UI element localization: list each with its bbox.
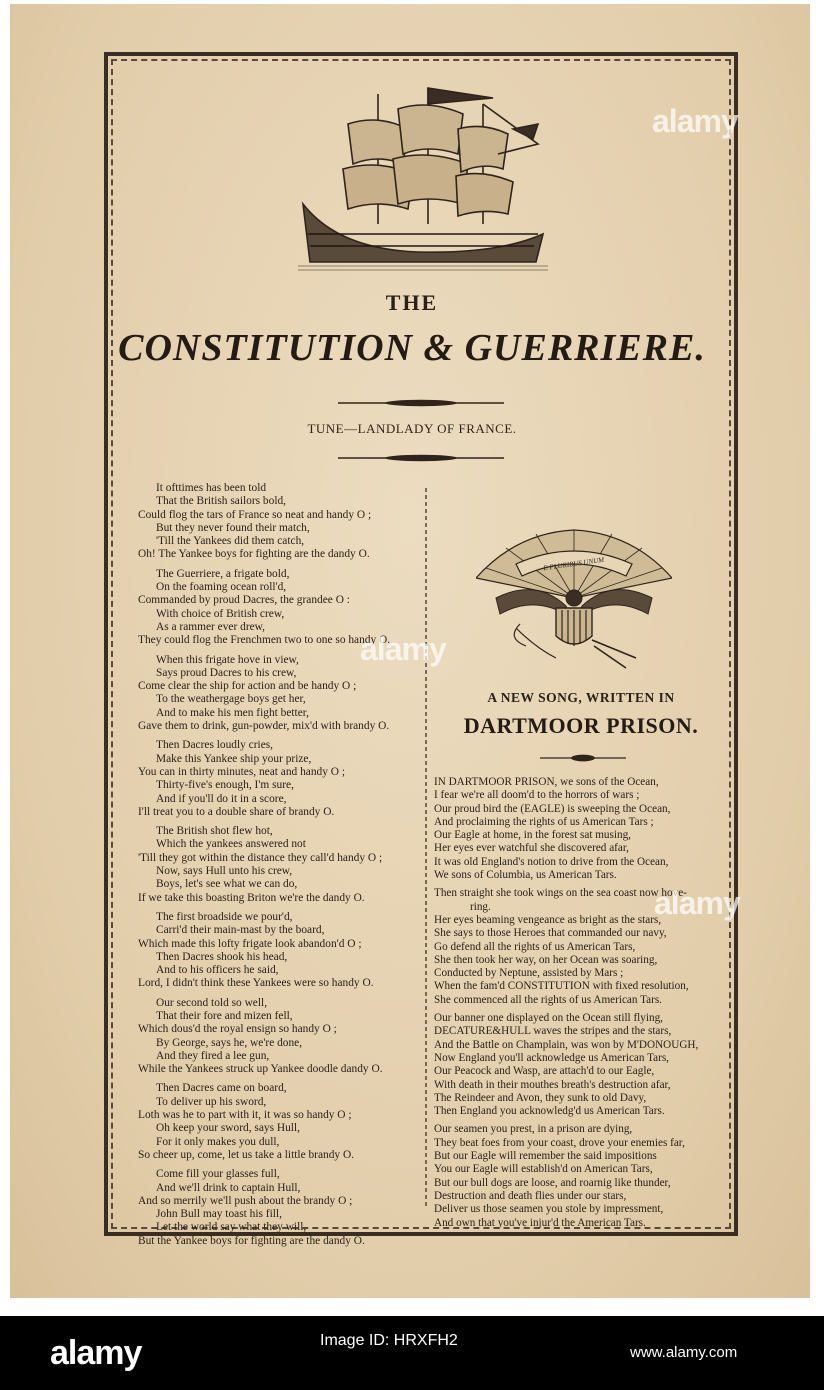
- watermark-logo: [654, 884, 764, 932]
- verse-line: But our Eagle will remember the said impositions: [434, 1150, 657, 1163]
- verse-line: But our bull dogs are loose, and roarnig like thunder,: [434, 1176, 671, 1189]
- verse-line: You can in thirty minutes, neat and handy O ;: [138, 765, 346, 778]
- verse-line: And the Battle on Champlain, was won by M'DONOUGH,: [434, 1038, 699, 1051]
- verse-line: The Reindeer and Avon, they sunk to old Davy,: [434, 1091, 647, 1104]
- left-stanza: [134, 997, 424, 1077]
- verse-line: Commanded by proud Dacres, the grandee O :: [138, 594, 350, 607]
- verse-line: Now England you'll acknowledge us American Tars,: [434, 1051, 669, 1064]
- tune-line: TUNE—LANDLADY OF FRANCE.: [307, 421, 517, 436]
- verse-line: When the fam'd CONSTITUTION with fixed resolution,: [434, 980, 689, 993]
- verse-line: But they never found their match,: [156, 521, 310, 534]
- verse-line: Destruction and death flies under our stars,: [434, 1189, 627, 1202]
- eagle-motto: E PLURIBUS UNUM: [542, 555, 605, 573]
- verse-line: It was old England's notion to drive from the Ocean,: [434, 855, 669, 868]
- verse-line: We sons of Columbia, us American Tars.: [434, 869, 617, 882]
- verse-line: 'Till they got within the distance they call'd handy O ;: [138, 851, 383, 864]
- verse-line: The first broadside we pour'd,: [156, 910, 293, 923]
- verse-line: Then Dacres loudly cries,: [156, 739, 274, 752]
- verse-line: And proclaiming the rights of us American Tars ;: [434, 815, 654, 828]
- stock-logo[interactable]: alamy: [50, 1334, 142, 1372]
- ornament-rule-dartmoor: [540, 754, 626, 762]
- verse-line: Which dous'd the royal ensign so handy O ;: [138, 1023, 337, 1036]
- verse-line: For it only makes you dull,: [156, 1135, 280, 1148]
- verse-line: That their fore and mizen fell,: [156, 1009, 293, 1022]
- svg-text:alamy: alamy: [360, 631, 446, 667]
- verse-line: And to make his men fight better,: [156, 706, 309, 719]
- verse-line: Which the yankees answered not: [156, 838, 306, 851]
- column-divider: [421, 488, 431, 1206]
- verse-line: With death in their mouthes breath's destruction afar,: [434, 1078, 671, 1091]
- verse-line: But the Yankee boys for fighting are the dandy O.: [138, 1234, 365, 1247]
- right-stanza: [434, 1012, 720, 1118]
- left-stanza: [134, 739, 424, 819]
- verse-line: Boys, let's see what we can do,: [156, 878, 298, 891]
- verse-line: Our Eagle at home, in the forest sat musing,: [434, 829, 631, 842]
- svg-text:alamy: alamy: [652, 103, 738, 139]
- right-song-subtitle: A NEW SONG, WRITTEN IN: [487, 690, 675, 705]
- verse-line: That the British sailors bold,: [156, 495, 287, 508]
- verse-line: When this frigate hove in view,: [156, 653, 299, 666]
- verse-line: Her eyes beaming vengeance as bright as the stars,: [434, 913, 662, 926]
- verse-line: Let the world say what they will,: [156, 1221, 307, 1234]
- verse-line: I fear we're all doom'd to the horrors of wars ;: [434, 789, 640, 802]
- verse-line: IN DARTMOOR PRISON, we sons of the Ocean,: [434, 776, 659, 788]
- svg-text:alamy: alamy: [654, 885, 740, 921]
- verse-line: The British shot flew hot,: [156, 825, 273, 838]
- verse-line: As a rammer ever drew,: [156, 620, 266, 633]
- verse-line: It ofttimes has been told: [156, 482, 267, 494]
- verse-line: On the foaming ocean roll'd,: [156, 581, 287, 594]
- verse-line: She says to those Heroes that commanded our navy,: [434, 927, 667, 940]
- verse-line: ring.: [470, 900, 491, 913]
- verse-line: Carri'd their main-mast by the board,: [156, 924, 325, 937]
- verse-line: The Guerriere, a frigate bold,: [156, 567, 290, 580]
- left-stanza: [134, 1082, 424, 1162]
- verse-line: Come clear the ship for action and be handy O ;: [138, 680, 357, 693]
- verse-line: Then straight she took wings on the sea coast now hove-: [434, 887, 687, 900]
- verse-line: And if you'll do it in a score,: [156, 792, 287, 805]
- verse-line: Conducted by Neptune, assisted by Mars ;: [434, 967, 624, 980]
- verse-line: And they fired a lee gun,: [156, 1049, 270, 1062]
- verse-line: They could flog the Frenchmen two to one so handy O.: [138, 634, 391, 647]
- verse-line: Lord, I didn't think these Yankees were so handy O.: [138, 977, 374, 990]
- verse-line: Thirty-five's enough, I'm sure,: [156, 779, 294, 792]
- stock-url-link[interactable]: www.alamy.com: [630, 1344, 738, 1361]
- verse-line: So cheer up, come, let us take a little brandy O.: [138, 1148, 355, 1161]
- ornament-rule-bottom: [338, 454, 504, 462]
- verse-line: You our Eagle will establish'd on American Tars,: [434, 1163, 653, 1176]
- verse-line: And own that you've injur'd the American Tars.: [434, 1216, 646, 1229]
- verse-line: If we take this boasting Briton we're the dandy O.: [138, 891, 365, 904]
- verse-line: Oh keep your sword, says Hull,: [156, 1122, 300, 1135]
- verse-line: Our Peacock and Wasp, are attach'd to our Eagle,: [434, 1065, 655, 1078]
- verse-line: To deliver up his sword,: [156, 1095, 267, 1108]
- verse-line: 'Till the Yankees did them catch,: [156, 535, 305, 548]
- verse-line: Her eyes ever watchful she discovered afar,: [434, 842, 629, 855]
- ship-woodcut-illustration: [298, 84, 548, 274]
- verse-line: And to his officers he said,: [156, 964, 279, 977]
- verse-line: Then England you acknowledg'd us American Tars.: [434, 1105, 665, 1118]
- verse-line: And we'll drink to captain Hull,: [156, 1181, 301, 1194]
- verse-line: They beat foes from your coast, drove your enemies far,: [434, 1136, 685, 1149]
- verse-line: Loth was he to part with it, it was so handy O ;: [138, 1109, 352, 1122]
- verse-line: Go defend all the rights of us American Tars,: [434, 940, 636, 953]
- watermark-logo: [652, 102, 762, 150]
- verse-line: Our banner one displayed on the Ocean still flying,: [434, 1012, 663, 1025]
- verse-line: Make this Yankee ship your prize,: [156, 752, 312, 765]
- verse-line: DECATURE&HULL waves the stripes and the stars,: [434, 1025, 672, 1038]
- verse-line: Oh! The Yankee boys for fighting are the dandy O.: [138, 548, 370, 561]
- right-stanza: [434, 1123, 720, 1229]
- verse-line: Could flog the tars of France so neat and handy O ;: [138, 508, 372, 521]
- watermark-logo: [360, 630, 470, 678]
- left-stanza: [134, 482, 424, 562]
- verse-line: Now, says Hull unto his crew,: [156, 865, 293, 878]
- left-stanza: [134, 825, 424, 905]
- left-stanza: [134, 1168, 424, 1248]
- verse-line: John Bull may toast his fill,: [156, 1208, 282, 1221]
- verse-line: Deliver us those seamen you stole by impressment,: [434, 1203, 664, 1216]
- verse-line: With choice of British crew,: [156, 607, 285, 620]
- verse-line: Says proud Dacres to his crew,: [156, 666, 297, 679]
- left-song-column: [134, 482, 424, 1254]
- verse-line: She commenced all the rights of us American Tars.: [434, 993, 662, 1006]
- verse-line: To the weathergage boys get her,: [156, 693, 306, 706]
- right-stanza: [434, 776, 720, 882]
- verse-line: Which made this lofty frigate look abandon'd O ;: [138, 937, 362, 950]
- eagle-emblem-illustration: [476, 528, 672, 678]
- verse-line: Then Dacres came on board,: [156, 1082, 287, 1095]
- stock-image-id: Image ID: HRXFH2: [320, 1332, 458, 1349]
- verse-line: While the Yankees struck up Yankee doodle dandy O.: [138, 1063, 383, 1076]
- verse-line: By George, says he, we're done,: [156, 1036, 303, 1049]
- right-song-title: DARTMOOR PRISON.: [463, 713, 699, 738]
- left-stanza: [134, 911, 424, 991]
- verse-line: Then Dacres shook his head,: [156, 950, 288, 963]
- verse-line: Our proud bird the (EAGLE) is sweeping the Ocean,: [434, 802, 671, 815]
- title-the: THE: [385, 290, 439, 315]
- page-title: CONSTITUTION & GUERRIERE.: [118, 327, 706, 369]
- verse-line: I'll treat you to a double share of brandy O.: [138, 805, 335, 818]
- verse-line: Gave them to drink, gun-powder, mix'd with brandy O.: [138, 720, 390, 733]
- verse-line: She then took her way, on her Ocean was soaring,: [434, 953, 658, 966]
- verse-line: Our seamen you prest, in a prison are dying,: [434, 1123, 633, 1136]
- verse-line: Our second told so well,: [156, 996, 268, 1009]
- right-song-column: [434, 776, 720, 1235]
- ornament-rule-top: [338, 399, 504, 407]
- verse-line: And so merrily we'll push about the brandy O ;: [138, 1194, 353, 1207]
- verse-line: Come fill your glasses full,: [156, 1168, 280, 1181]
